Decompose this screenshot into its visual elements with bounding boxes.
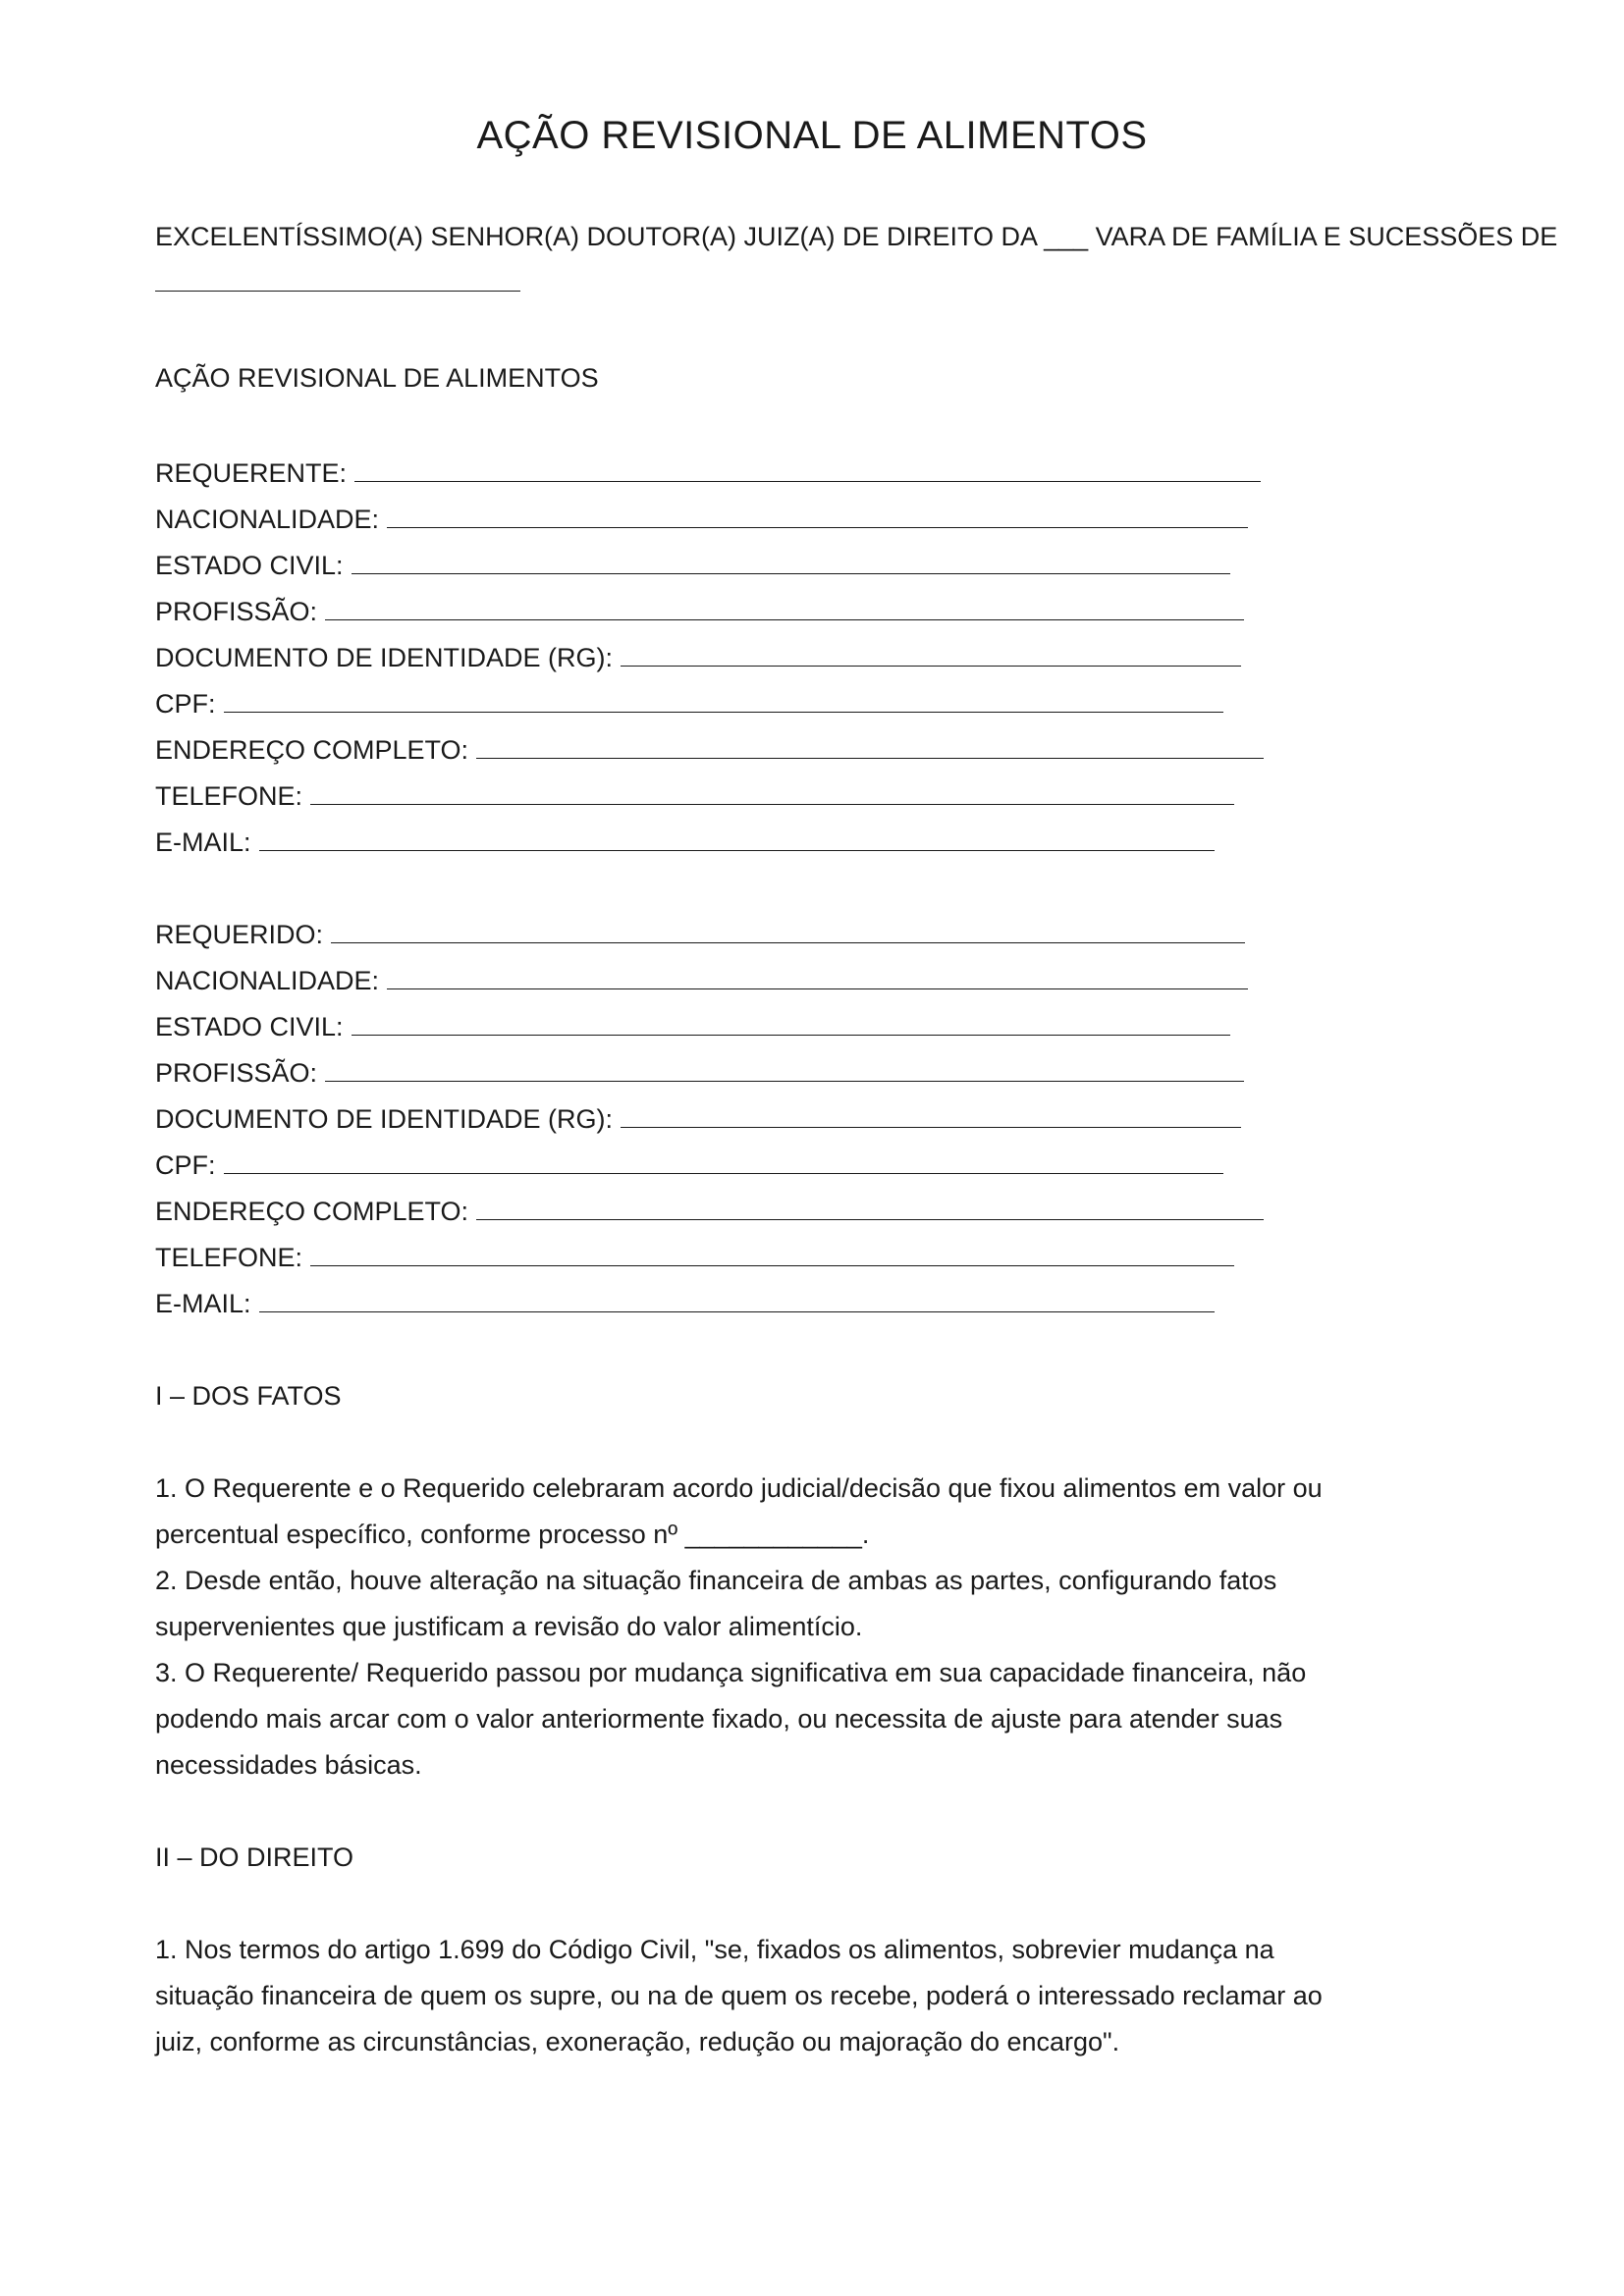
field-blank xyxy=(354,457,1261,482)
field-label: DOCUMENTO DE IDENTIDADE (RG): xyxy=(155,643,614,672)
field-label: TELEFONE: xyxy=(155,781,303,811)
addressee-blank xyxy=(155,263,520,292)
field-blank xyxy=(476,734,1264,759)
requerente-field xyxy=(155,681,1569,727)
requerente-field xyxy=(155,820,1569,866)
requerente-field xyxy=(155,497,1569,543)
section-heading-direito: II – DO DIREITO xyxy=(155,1842,354,1872)
field-blank xyxy=(352,1011,1230,1036)
field-blank xyxy=(224,1149,1223,1174)
field-label: ESTADO CIVIL: xyxy=(155,551,344,580)
field-label: PROFISSÃO: xyxy=(155,1058,318,1088)
requerente-field xyxy=(155,589,1569,635)
field-blank xyxy=(387,504,1248,528)
field-label: REQUERIDO: xyxy=(155,920,324,949)
requerente-field xyxy=(155,727,1569,774)
requerente-field xyxy=(155,543,1569,589)
field-label: DOCUMENTO DE IDENTIDADE (RG): xyxy=(155,1104,614,1134)
field-blank xyxy=(621,1103,1241,1128)
requerente-block xyxy=(155,451,1569,866)
field-blank xyxy=(325,596,1244,620)
field-blank xyxy=(310,1242,1234,1266)
requerido-field xyxy=(155,1096,1569,1143)
requerido-field xyxy=(155,1004,1569,1050)
fatos-item: 2. Desde então, houve alteração na situação financeira de ambas as partes, configurando fatos supervenientes que justificam a revisão do valor alimentício. xyxy=(155,1566,1277,1641)
requerido-field xyxy=(155,1050,1569,1096)
addressee-line: EXCELENTÍSSIMO(A) SENHOR(A) DOUTOR(A) JUIZ(A) DE DIREITO DA ___ VARA DE FAMÍLIA E SUCESSÕES DE xyxy=(155,222,1558,251)
requerido-field xyxy=(155,958,1569,1004)
field-label: NACIONALIDADE: xyxy=(155,966,380,995)
addressee-blank-line xyxy=(155,260,1569,306)
field-blank xyxy=(310,780,1234,805)
direito-item: 1. Nos termos do artigo 1.699 do Código Civil, "se, fixados os alimentos, sobrevier mudança na situação financeira de quem os supre, ou na de quem os recebe, poderá o interessado reclamar ao juiz, conforme as circunstâncias, exoneração, redução ou majoração do encargo". xyxy=(155,1935,1323,2056)
requerente-field xyxy=(155,635,1569,681)
fatos-item: 3. O Requerente/ Requerido passou por mudança significativa em sua capacidade financeira, não podendo mais arcar com o valor anteriormente fixado, ou necessita de ajuste para atender suas necessidades básicas. xyxy=(155,1658,1307,1780)
field-blank xyxy=(352,550,1230,574)
field-blank xyxy=(325,1057,1244,1082)
subtitle: AÇÃO REVISIONAL DE ALIMENTOS xyxy=(155,363,599,393)
field-label: REQUERENTE: xyxy=(155,458,348,488)
field-blank xyxy=(476,1196,1264,1220)
field-blank xyxy=(259,827,1215,851)
field-blank xyxy=(387,965,1248,989)
requerido-field xyxy=(155,1235,1569,1281)
field-label: CPF: xyxy=(155,689,216,719)
document-title: AÇÃO REVISIONAL DE ALIMENTOS xyxy=(476,114,1148,157)
fatos-paragraphs xyxy=(155,1466,1363,1789)
field-blank xyxy=(331,919,1245,943)
requerido-field xyxy=(155,1281,1569,1327)
direito-paragraphs xyxy=(155,1927,1363,2065)
fatos-item: 1. O Requerente e o Requerido celebraram acordo judicial/decisão que fixou alimentos em valor ou percentual específico, conforme processo nº ____________. xyxy=(155,1473,1323,1549)
field-blank xyxy=(224,688,1223,713)
field-label: ENDEREÇO COMPLETO: xyxy=(155,1197,469,1226)
field-label: E-MAIL: xyxy=(155,1289,251,1318)
field-blank xyxy=(621,642,1241,667)
section-heading-fatos: I – DOS FATOS xyxy=(155,1381,342,1411)
field-label: TELEFONE: xyxy=(155,1243,303,1272)
requerido-field xyxy=(155,1143,1569,1189)
field-label: NACIONALIDADE: xyxy=(155,505,380,534)
requerido-block xyxy=(155,912,1569,1327)
field-label: CPF: xyxy=(155,1150,216,1180)
field-label: E-MAIL: xyxy=(155,828,251,857)
requerente-field xyxy=(155,774,1569,820)
field-label: ESTADO CIVIL: xyxy=(155,1012,344,1041)
requerido-field xyxy=(155,1189,1569,1235)
field-label: ENDEREÇO COMPLETO: xyxy=(155,735,469,765)
field-blank xyxy=(259,1288,1215,1312)
requerido-field xyxy=(155,912,1569,958)
document-body xyxy=(155,214,1569,2065)
requerente-field xyxy=(155,451,1569,497)
field-label: PROFISSÃO: xyxy=(155,597,318,626)
